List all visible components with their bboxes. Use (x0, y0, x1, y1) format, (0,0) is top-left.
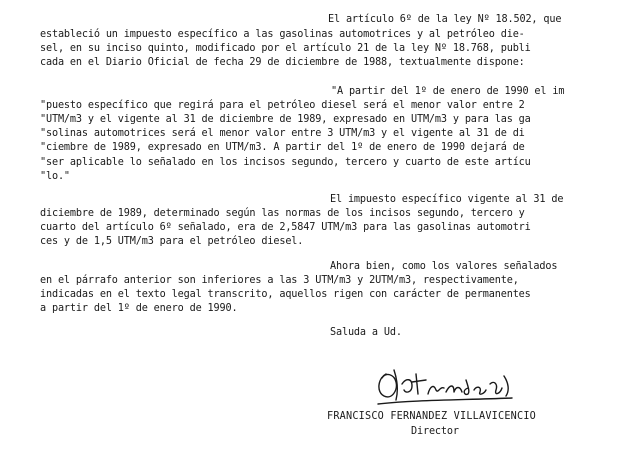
paragraph1-line: estableció un impuesto específico a las gasolinas automotrices y al petróleo die- (40, 29, 525, 40)
closing-salutation: Saluda a Ud. (330, 327, 402, 338)
paragraph3-line: en el párrafo anterior son inferiores a las 3 UTM/m3 y 2UTM/m3, respectivamente, (40, 275, 519, 286)
quote-line: "A partir del 1º de enero de 1990 el im (331, 86, 565, 97)
quote-line: "puesto específico que regirá para el petróleo diesel será el menor valor entre 2 (40, 100, 525, 111)
quote-line: "lo." (40, 171, 70, 182)
paragraph2-line: cuarto del artículo 6º señalado, era de 2,5847 UTM/m3 para las gasolinas automotri (40, 222, 531, 233)
quote-line: "UTM/m3 y el vigente al 31 de diciembre de 1989, expresado en UTM/m3 y para las ga (40, 114, 531, 125)
paragraph2-line: El impuesto específico vigente al 31 de (330, 194, 564, 205)
paragraph1-line: cada en el Diario Oficial de fecha 29 de diciembre de 1988, textualmente dispone: (40, 57, 525, 68)
handwritten-signature (372, 360, 522, 408)
paragraph1-line: sel, en su inciso quinto, modificado por el artículo 21 de la ley Nº 18.768, publi (40, 43, 531, 54)
quote-line: "ser aplicable lo señalado en los incisos segundo, tercero y cuarto de este artícu (40, 157, 531, 168)
paragraph3-line: a partir del 1º de enero de 1990. (40, 303, 238, 314)
paragraph2-line: ces y de 1,5 UTM/m3 para el petróleo diesel. (40, 236, 304, 247)
paragraph1-line: El artículo 6º de la ley Nº 18.502, que (328, 14, 562, 25)
paragraph3-line: indicadas en el texto legal transcrito, aquellos rigen con carácter de permanentes (40, 289, 531, 300)
signer-name: FRANCISCO FERNANDEZ VILLAVICENCIO (327, 411, 537, 422)
paragraph3-line: Ahora bien, como los valores señalados (330, 261, 558, 272)
signer-title: Director (411, 426, 459, 437)
quote-line: "solinas automotrices será el menor valor entre 3 UTM/m3 y el vigente al 31 de di (40, 128, 525, 139)
quote-line: "ciembre de 1989, expresado en UTM/m3. A partir del 1º de enero de 1990 dejará de (40, 142, 525, 153)
paragraph2-line: diciembre de 1989, determinado según las normas de los incisos segundo, tercero y (40, 208, 525, 219)
